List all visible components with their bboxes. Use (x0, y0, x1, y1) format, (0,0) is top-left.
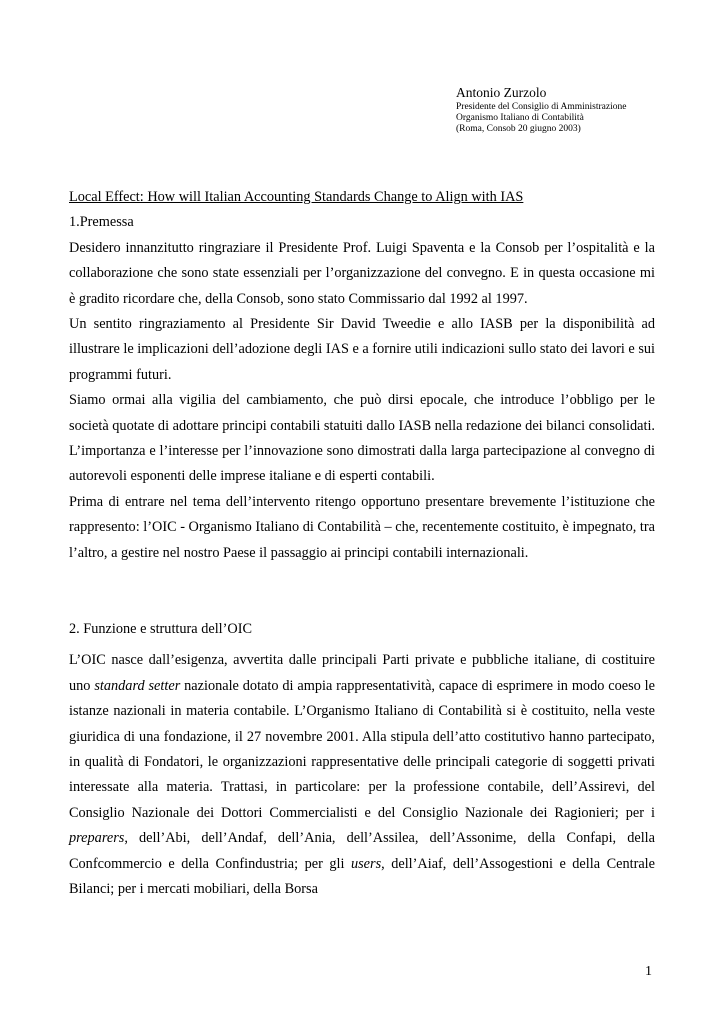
paragraph: Prima di entrare nel tema dell’intervento ritengo opportuno presentare brevemente l’istituzione che rappresento: l’OIC - Organismo Italiano di Contabilità – che, recentemente costituito, è impegnato, tra l’altro, a gestire nel nostro Paese il passaggio ai principi contabili internazionali. (69, 493, 655, 561)
section-1-heading: 1.Premessa (69, 214, 134, 231)
document-title: Local Effect: How will Italian Accounting Standards Change to Align with IAS (69, 189, 524, 205)
page-number: 1 (645, 964, 652, 979)
paragraph: Siamo ormai alla vigilia del cambiamento, che può dirsi epocale, che introduce l’obbligo per le società quotate di adottare principi contabili statuiti dallo IASB nella redazione dei bilanci consolidati. L’importanza e l’interesse per l’innovazione sono dimostrati dalla larga partecipazione al convegno di autorevoli esponenti delle imprese italiane e di esperti contabili. (69, 392, 655, 485)
author-role: Presidente del Consiglio di Amministrazione (456, 101, 627, 112)
author-organization: Organismo Italiano di Contabilità (456, 112, 584, 123)
section-2-heading: 2. Funzione e struttura dell’OIC (69, 620, 253, 637)
section-spacer (69, 566, 655, 617)
author-name: Antonio Zurzolo (456, 85, 547, 100)
author-event: (Roma, Consob 20 giugno 2003) (456, 123, 581, 134)
text-segment: L’OIC nasce dall’esigenza, avvertita dalle principali Parti private e pubbliche italiane, di costituire uno (69, 652, 655, 694)
text-segment: , dell’Aiaf, dell’Assogestioni e della Centrale Bilanci; per i mercati mobiliari, della Borsa (69, 855, 655, 897)
author-block (456, 85, 716, 135)
text-segment-italic: standard setter (94, 677, 181, 694)
paragraph: Desidero innanzitutto ringraziare il Presidente Prof. Luigi Spaventa e la Consob per l’ospitalità e la collaborazione che sono state essenziali per l’organizzazione del convegno. E in questa occasione mi è gradito ricordare che, della Consob, sono stato Commissario dal 1992 al 1997. (69, 239, 655, 307)
text-segment-italic: preparers (69, 830, 125, 847)
paragraph: Un sentito ringraziamento al Presidente Sir David Tweedie e allo IASB per la disponibilità ad illustrare le implicazioni dell’adozione degli IAS e a fornire utili indicazioni sullo stato dei lavori e sui programmi futuri. (69, 316, 656, 383)
text-segment-italic: users (350, 855, 382, 872)
text-segment: nazionale dotato di ampia rappresentatività, capace di esprimere in modo coeso le istanze nazionali in materia contabile. L’Organismo Italiano di Contabilità si è costituito, nella veste giuridica di una fondazione, il 27 novembre 2001. Alla stipula dell’atto costitutivo hanno partecipato, in qualità di Fondatori, le organizzazioni rappresentative delle principali categorie di soggetti privati interessate alla materia. Trattasi, in particolare: per la professione contabile, dell’Assirevi, del Consiglio Nazionale dei Dottori Commercialisti e del Consiglio Nazionale dei Ragionieri; per i (69, 677, 655, 821)
document-body (69, 185, 655, 902)
section-2-paragraph (69, 648, 655, 902)
text-segment: , dell’Abi, dell’Andaf, dell’Ania, dell’Assilea, dell’Assonime, della Confapi, della Confcommercio e della Confindustria; per gli (69, 830, 655, 872)
